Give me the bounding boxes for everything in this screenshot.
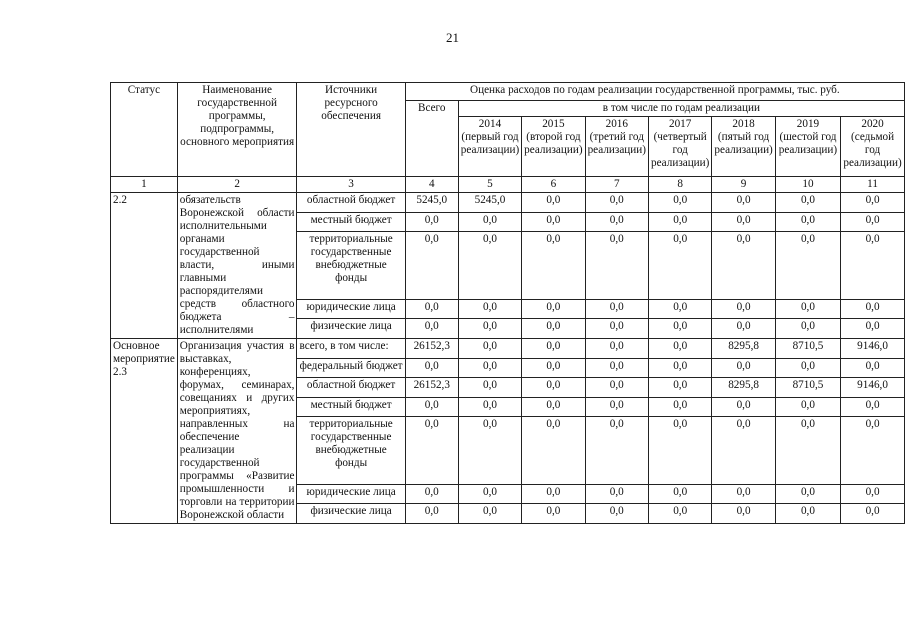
row-year-value: 9146,0 bbox=[841, 339, 905, 359]
row-year-value: 0,0 bbox=[648, 212, 711, 232]
row-year-value: 0,0 bbox=[712, 504, 775, 524]
row-total: 26152,3 bbox=[405, 339, 458, 359]
row-year-value: 0,0 bbox=[522, 212, 585, 232]
row-total: 0,0 bbox=[405, 397, 458, 417]
row-year-value: 0,0 bbox=[712, 358, 775, 378]
row-year-value: 0,0 bbox=[648, 397, 711, 417]
row-year-value: 0,0 bbox=[522, 504, 585, 524]
header-source: Источники ресурсного обеспечения bbox=[297, 83, 405, 177]
row-year-value: 0,0 bbox=[522, 358, 585, 378]
row-source: юридические лица bbox=[297, 299, 405, 319]
row-year-value: 0,0 bbox=[458, 232, 521, 299]
row-year-value: 0,0 bbox=[458, 504, 521, 524]
row-year-value: 0,0 bbox=[522, 417, 585, 484]
row-year-value: 0,0 bbox=[648, 299, 711, 319]
row-year-value: 0,0 bbox=[585, 358, 648, 378]
header-name: Наименование государственной программы, подпрограммы, основного мероприятия bbox=[177, 83, 297, 177]
row-year-value: 0,0 bbox=[585, 193, 648, 213]
row-year-value: 0,0 bbox=[775, 484, 840, 504]
column-number: 11 bbox=[841, 177, 905, 193]
row-year-value: 0,0 bbox=[458, 378, 521, 398]
header-total: Всего bbox=[405, 101, 458, 177]
row-year-value: 0,0 bbox=[585, 484, 648, 504]
row-total: 0,0 bbox=[405, 319, 458, 339]
row-year-value: 0,0 bbox=[648, 417, 711, 484]
header-year: 2018 (пятый год реализации) bbox=[712, 117, 775, 177]
row-year-value: 8295,8 bbox=[712, 378, 775, 398]
row-source: физические лица bbox=[297, 319, 405, 339]
row-name: обязательств Воронежской области исполнительными органами государственной власти, иными главными распорядителями средств областного бюджета – исполнителями bbox=[177, 193, 297, 339]
row-total: 0,0 bbox=[405, 299, 458, 319]
table-row bbox=[111, 193, 905, 213]
row-total: 0,0 bbox=[405, 484, 458, 504]
row-year-value: 0,0 bbox=[458, 358, 521, 378]
column-number: 6 bbox=[522, 177, 585, 193]
row-source: территориальные государственные внебюджетные фонды bbox=[297, 232, 405, 299]
row-year-value: 0,0 bbox=[712, 299, 775, 319]
row-year-value: 0,0 bbox=[841, 193, 905, 213]
row-year-value: 0,0 bbox=[522, 339, 585, 359]
row-status: Основное мероприятие 2.3 bbox=[111, 339, 178, 524]
header-year: 2020 (седьмой год реализации) bbox=[841, 117, 905, 177]
row-year-value: 0,0 bbox=[522, 319, 585, 339]
row-year-value: 0,0 bbox=[841, 397, 905, 417]
row-total: 0,0 bbox=[405, 358, 458, 378]
row-year-value: 0,0 bbox=[458, 417, 521, 484]
row-source: физические лица bbox=[297, 504, 405, 524]
row-year-value: 0,0 bbox=[585, 232, 648, 299]
row-year-value: 0,0 bbox=[522, 484, 585, 504]
row-source: областной бюджет bbox=[297, 193, 405, 213]
row-total: 0,0 bbox=[405, 504, 458, 524]
row-year-value: 0,0 bbox=[841, 232, 905, 299]
row-year-value: 0,0 bbox=[712, 484, 775, 504]
row-year-value: 0,0 bbox=[841, 504, 905, 524]
row-year-value: 0,0 bbox=[712, 212, 775, 232]
header-year: 2017 (четвертый год реализации) bbox=[648, 117, 711, 177]
row-year-value: 0,0 bbox=[522, 193, 585, 213]
row-year-value: 0,0 bbox=[648, 504, 711, 524]
header-year: 2016 (третий год реализации) bbox=[585, 117, 648, 177]
row-year-value: 9146,0 bbox=[841, 378, 905, 398]
row-year-value: 0,0 bbox=[585, 339, 648, 359]
row-year-value: 5245,0 bbox=[458, 193, 521, 213]
row-year-value: 0,0 bbox=[841, 417, 905, 484]
header-status: Статус bbox=[111, 83, 178, 177]
row-year-value: 0,0 bbox=[841, 319, 905, 339]
row-year-value: 0,0 bbox=[775, 397, 840, 417]
row-year-value: 0,0 bbox=[712, 319, 775, 339]
row-year-value: 0,0 bbox=[458, 319, 521, 339]
row-year-value: 0,0 bbox=[841, 212, 905, 232]
row-year-value: 0,0 bbox=[648, 193, 711, 213]
page-number: 21 bbox=[446, 30, 459, 45]
row-year-value: 8710,5 bbox=[775, 339, 840, 359]
row-year-value: 0,0 bbox=[522, 232, 585, 299]
budget-table bbox=[110, 82, 905, 524]
row-source: областной бюджет bbox=[297, 378, 405, 398]
row-year-value: 0,0 bbox=[458, 212, 521, 232]
row-year-value: 0,0 bbox=[522, 299, 585, 319]
row-year-value: 0,0 bbox=[648, 484, 711, 504]
row-year-value: 0,0 bbox=[775, 232, 840, 299]
column-number: 5 bbox=[458, 177, 521, 193]
column-number: 2 bbox=[177, 177, 297, 193]
row-year-value: 0,0 bbox=[458, 339, 521, 359]
row-year-value: 0,0 bbox=[585, 319, 648, 339]
row-name: Организация участия в выставках, конференциях, форумах, семинарах, совещаниях и других мероприятиях, направленных на обеспечение реализации государственной программы «Развитие промышленности и торговли на территории Воронежской области bbox=[177, 339, 297, 524]
row-year-value: 0,0 bbox=[775, 417, 840, 484]
row-total: 0,0 bbox=[405, 212, 458, 232]
header-by-years: в том числе по годам реализации bbox=[458, 101, 904, 117]
row-source: территориальные государственные внебюджетные фонды bbox=[297, 417, 405, 484]
row-year-value: 0,0 bbox=[458, 484, 521, 504]
row-total: 26152,3 bbox=[405, 378, 458, 398]
table-row bbox=[111, 339, 905, 359]
row-year-value: 8710,5 bbox=[775, 378, 840, 398]
row-year-value: 0,0 bbox=[775, 193, 840, 213]
row-source: юридические лица bbox=[297, 484, 405, 504]
row-total: 0,0 bbox=[405, 232, 458, 299]
column-number: 7 bbox=[585, 177, 648, 193]
row-year-value: 0,0 bbox=[648, 378, 711, 398]
header-year: 2019 (шестой год реализации) bbox=[775, 117, 840, 177]
row-year-value: 0,0 bbox=[712, 417, 775, 484]
row-year-value: 0,0 bbox=[585, 212, 648, 232]
column-number: 9 bbox=[712, 177, 775, 193]
header-estimate: Оценка расходов по годам реализации государственной программы, тыс. руб. bbox=[405, 83, 904, 101]
row-source: местный бюджет bbox=[297, 212, 405, 232]
row-year-value: 0,0 bbox=[775, 358, 840, 378]
row-year-value: 8295,8 bbox=[712, 339, 775, 359]
row-year-value: 0,0 bbox=[585, 397, 648, 417]
row-year-value: 0,0 bbox=[648, 319, 711, 339]
row-year-value: 0,0 bbox=[775, 299, 840, 319]
row-year-value: 0,0 bbox=[712, 397, 775, 417]
column-number: 10 bbox=[775, 177, 840, 193]
row-year-value: 0,0 bbox=[775, 212, 840, 232]
header-year: 2015 (второй год реализации) bbox=[522, 117, 585, 177]
column-number: 1 bbox=[111, 177, 178, 193]
row-year-value: 0,0 bbox=[712, 232, 775, 299]
column-number: 3 bbox=[297, 177, 405, 193]
row-year-value: 0,0 bbox=[775, 504, 840, 524]
row-year-value: 0,0 bbox=[712, 193, 775, 213]
row-source: всего, в том числе: bbox=[297, 339, 405, 359]
row-year-value: 0,0 bbox=[522, 378, 585, 398]
row-year-value: 0,0 bbox=[522, 397, 585, 417]
row-year-value: 0,0 bbox=[775, 319, 840, 339]
row-year-value: 0,0 bbox=[648, 339, 711, 359]
row-total: 0,0 bbox=[405, 417, 458, 484]
row-year-value: 0,0 bbox=[841, 299, 905, 319]
column-number: 8 bbox=[648, 177, 711, 193]
row-year-value: 0,0 bbox=[841, 484, 905, 504]
row-year-value: 0,0 bbox=[648, 232, 711, 299]
row-year-value: 0,0 bbox=[458, 299, 521, 319]
row-year-value: 0,0 bbox=[585, 417, 648, 484]
row-total: 5245,0 bbox=[405, 193, 458, 213]
column-number: 4 bbox=[405, 177, 458, 193]
row-year-value: 0,0 bbox=[585, 378, 648, 398]
row-source: местный бюджет bbox=[297, 397, 405, 417]
row-year-value: 0,0 bbox=[585, 504, 648, 524]
row-year-value: 0,0 bbox=[841, 358, 905, 378]
row-source: федеральный бюджет bbox=[297, 358, 405, 378]
row-year-value: 0,0 bbox=[585, 299, 648, 319]
row-year-value: 0,0 bbox=[458, 397, 521, 417]
row-status: 2.2 bbox=[111, 193, 178, 339]
row-year-value: 0,0 bbox=[648, 358, 711, 378]
header-year: 2014 (первый год реализации) bbox=[458, 117, 521, 177]
